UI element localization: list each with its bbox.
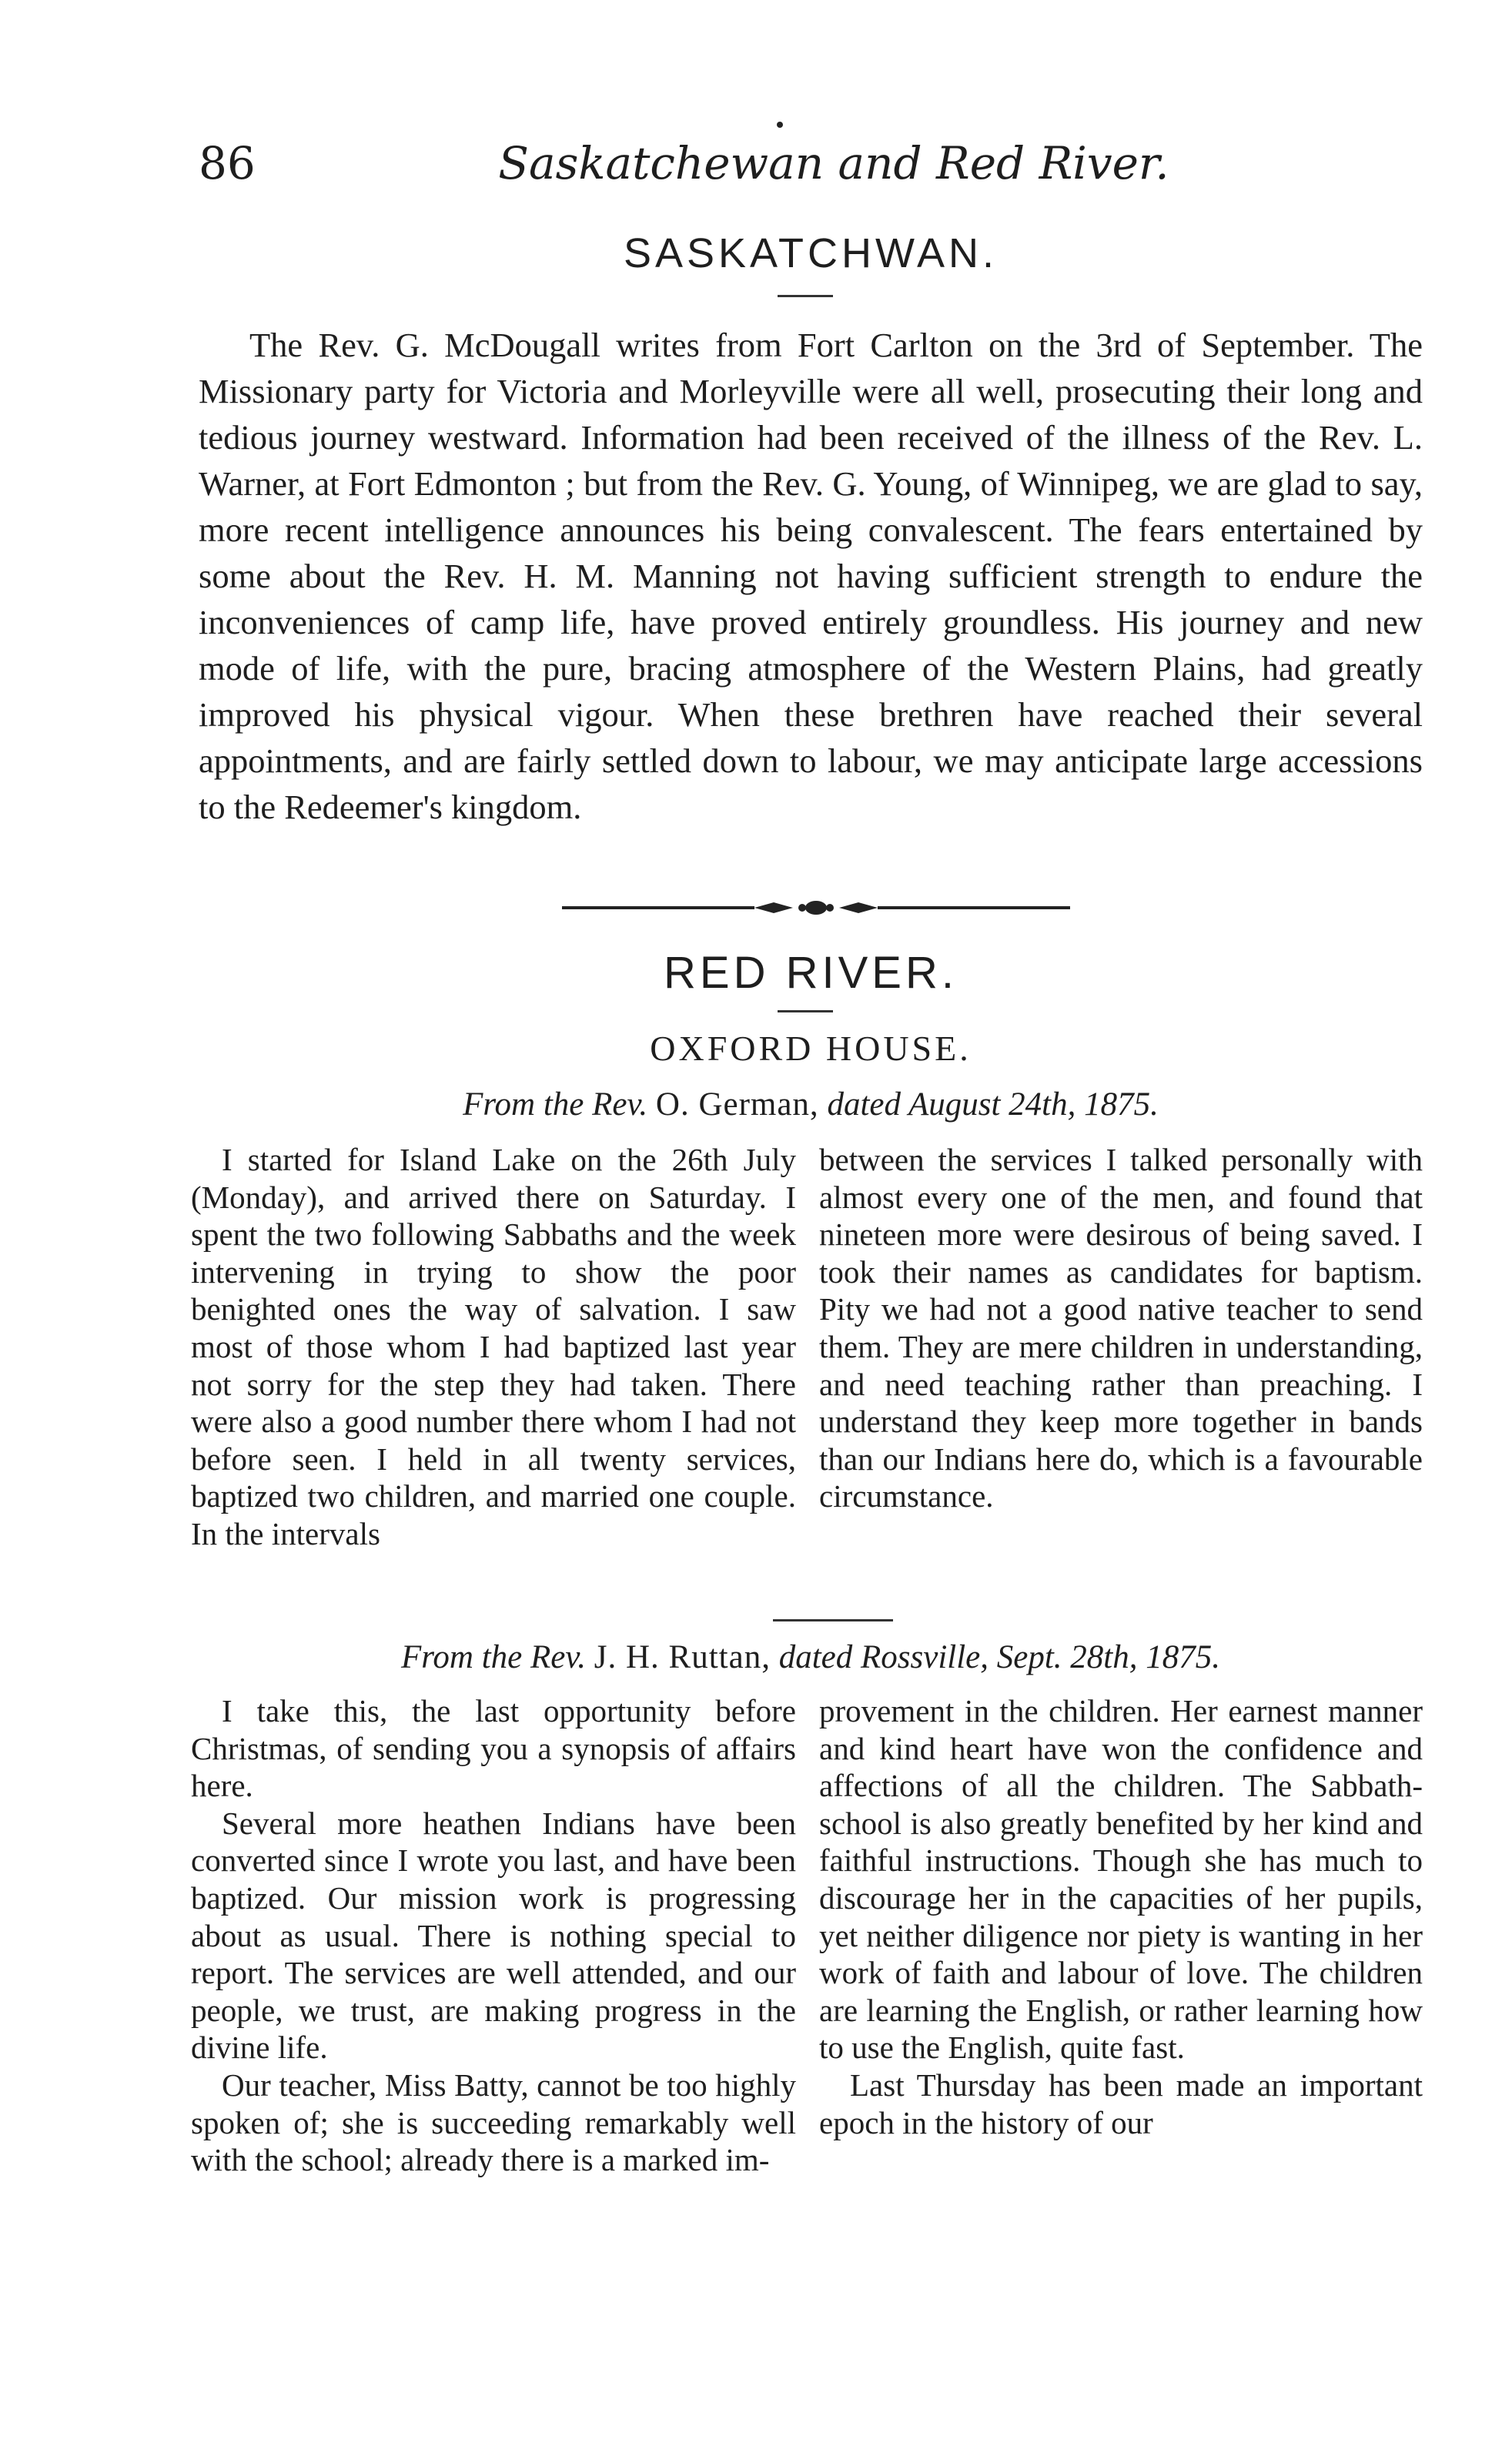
byline-prefix: From the Rev. [463, 1086, 648, 1123]
byline-date: dated Rossville, Sept. 28th, 1875. [778, 1639, 1220, 1675]
section-title-saskatchewan: SASKATCHWAN. [623, 230, 999, 276]
letter2-left-p1: I take this, the last opportunity before Christmas, of sending you a synopsis of affairs here. [191, 1693, 796, 1804]
byline-date: dated August 24th, 1875. [827, 1086, 1159, 1123]
running-title: Saskatchewan and Red River. [498, 137, 1169, 189]
ink-dot [777, 122, 783, 128]
byline-prefix: From the Rev. [401, 1639, 587, 1675]
byline-author: J. H. Ruttan, [594, 1639, 771, 1675]
letter2-left-p3: Our teacher, Miss Batty, cannot be too highly spoken of; she is succeeding remarkably well with the school; already there is a marked im- [191, 2067, 796, 2178]
page-number: 86 [199, 137, 256, 189]
letter2-right-p2: Last Thursday has been made an important epoch in the history of our [819, 2067, 1423, 2140]
letter1-left-column [191, 1141, 796, 1553]
byline-german [199, 1086, 1423, 1123]
letter1-left-text: I started for Island Lake on the 26th July (Monday), and arrived there on Saturday. I spent the two following Sabbaths and the week intervening in trying to show the poor benighted ones the way of salvation. I saw most of those whom I had baptized last year not sorry for the step they had taken. There were also a good number there whom I had not before seen. I held in all twenty services, baptized two children, and married one couple. In the intervals [191, 1142, 796, 1551]
letter-separator-rule [773, 1619, 893, 1621]
running-head [199, 137, 1423, 199]
letter1-right-text: between the services I talked personally with almost every one of the men, and found that nineteen more were desirous of being saved. I took their names as candidates for baptism. Pity we had not a good native teacher to send them. They are mere children in understanding, and need teaching rather than preaching. I understand they keep more together in bands than our Indians here do, which is a favourable circumstance. [819, 1142, 1423, 1514]
letter2-right-p1: provement in the children. Her earnest manner and kind heart have won the confidence and affections of all the children. The Sabbath-school is also greatly benefited by her kind and faithful instructions. Though she has much to discourage her in the capacities of her pupils, yet neither diligence nor piety is wanting in her work of faith and labour of love. The children are learning the English, or rather learning how to use the English, quite fast. [819, 1693, 1423, 2066]
letter2-right-column [819, 1692, 1423, 2141]
title-rule [778, 295, 833, 297]
byline-ruttan [199, 1638, 1423, 1676]
letter2-left-p2: Several more heathen Indians have been converted since I wrote you last, and have been baptized. Our mission work is progressing about as usual. There is nothing special to report. The services are well attended, and our people, we trust, are making progress in the divine life. [191, 1805, 796, 2066]
byline-author: O. German, [655, 1086, 819, 1123]
section-divider-ornament [562, 898, 1070, 918]
subtitle-oxford-house: OXFORD HOUSE. [650, 1029, 972, 1068]
letter2-left-column [191, 1692, 796, 2179]
letter1-right-column [819, 1141, 1423, 1515]
section-title-red-river: RED RIVER. [664, 948, 958, 998]
saskatchewan-paragraph: The Rev. G. McDougall writes from Fort Carlton on the 3rd of September. The Missionary party for Victoria and Morleyville were all well, prosecuting their long and tedious journey westward. Information had been received of the illness of the Rev. L. Warner, at Fort Edmonton ; but from the Rev. G. Young, of Winnipeg, we are glad to say, more recent intelligence announces his being convalescent. The fears entertained by some about the Rev. H. M. Manning not having sufficient strength to endure the inconveniences of camp life, have proved entirely groundless. His journey and new mode of life, with the pure, bracing atmosphere of the Western Plains, had greatly improved his physical vigour. When these brethren have reached their several appointments, and are fairly settled down to labour, we may anticipate large accessions to the Redeemer's kingdom. [199, 326, 1423, 826]
title-rule [778, 1010, 833, 1012]
